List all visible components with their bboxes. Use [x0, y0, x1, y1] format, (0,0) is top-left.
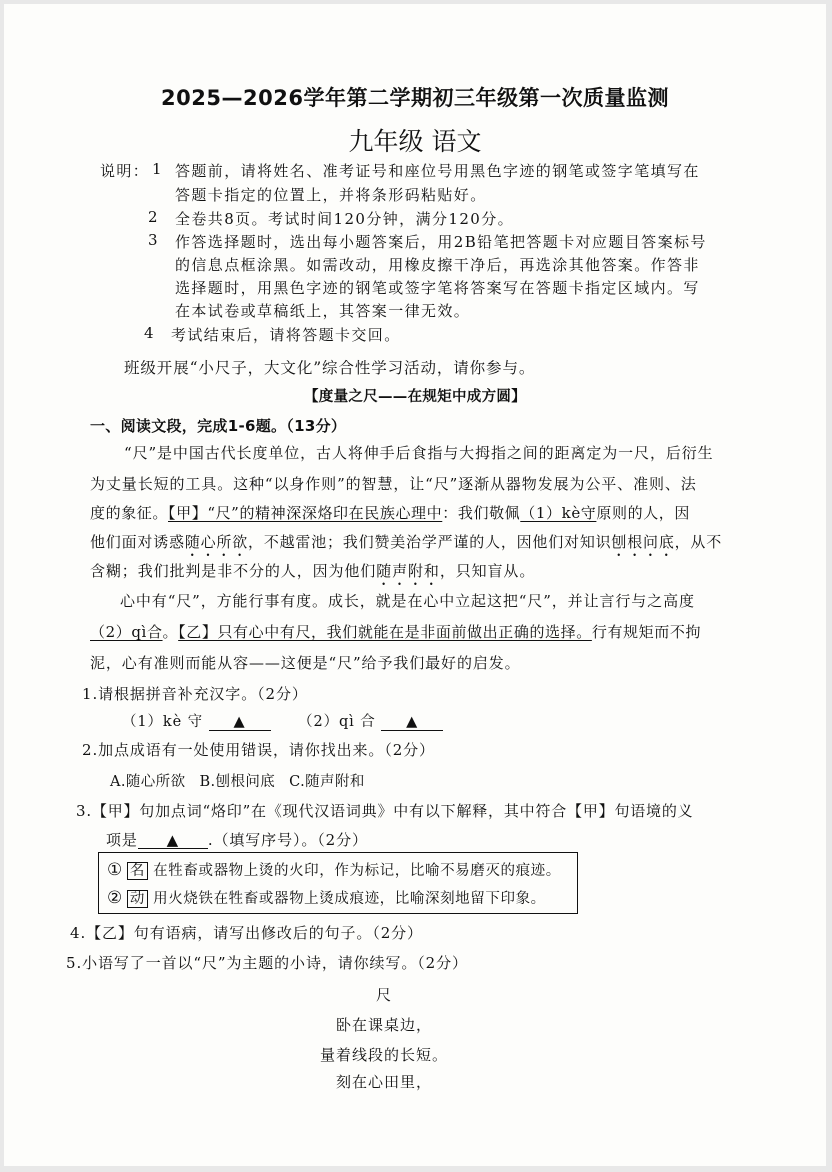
question-3-stem-2: 项是 ▲ .（填写序号）。（2分） — [106, 831, 368, 849]
question-4-stem: 4.【乙】句有语病，请写出修改后的句子。（2分） — [70, 924, 423, 942]
idiom-1: 随心所欲 — [184, 533, 249, 551]
activity-intro: 班级开展“小尺子，大文化”综合性学习活动，请你参与。 — [124, 359, 536, 377]
part-heading: 一、阅读文段，完成1-6题。（13分） — [90, 417, 347, 435]
answer-blank-3[interactable]: ▲ — [138, 832, 208, 849]
definition-1: ① 名 在牲畜或器物上烫的火印，作为标记，比喻不易磨灭的痕迹。 — [107, 860, 561, 880]
passage-line: 心中有“尺”，方能行事有度。成长，就是在心中立起这把“尺”，并让言行与之高度 — [120, 592, 695, 610]
option-a[interactable]: A.随心所欲 — [110, 774, 186, 790]
dictionary-definitions-box — [98, 852, 578, 914]
instruction-line: 作答选择题时，选出每小题答案后，用2B铅笔把答题卡对应题目答案标号 — [175, 233, 707, 251]
question-5-stem: 5.小语写了一首以“尺”为主题的小诗，请你续写。（2分） — [66, 954, 468, 972]
instruction-num-4: 4 — [144, 324, 155, 342]
passage-line: 泥，心有准则而能从容——这便是“尺”给予我们最好的启发。 — [90, 654, 521, 672]
poem-line: 刻在心田里， — [335, 1073, 432, 1091]
question-2-stem: 2.加点成语有一处使用错误，请你找出来。（2分） — [82, 741, 435, 759]
instruction-num-1: 1 — [152, 160, 163, 178]
instructions-label: 说明： — [100, 162, 150, 180]
passage-line: （2）qì合。【乙】只有心中有尺，我们就能在是非面前做出正确的选择。行有规矩而不拘 — [90, 623, 702, 641]
pinyin-blank-2: （2）qì合 — [90, 623, 163, 641]
instruction-num-2: 2 — [148, 208, 159, 226]
option-b[interactable]: B.刨根问底 — [199, 774, 276, 790]
poem-line: 卧在课桌边， — [335, 1016, 432, 1034]
instruction-line: 全卷共8页。考试时间120分钟，满分120分。 — [175, 210, 515, 228]
exam-title: 2025—2026学年第二学期初三年级第一次质量监测 — [161, 86, 669, 110]
idiom-3: 随声附和 — [376, 562, 440, 580]
exam-page — [4, 4, 826, 1166]
exam-subtitle: 九年级 语文 — [348, 127, 482, 156]
instruction-line: 考试结束后，请将答题卡交回。 — [171, 326, 401, 344]
poem-title: 尺 — [375, 986, 392, 1004]
definition-2: ② 动 用火烧铁在牲畜或器物上烫成痕迹，比喻深刻地留下印象。 — [107, 888, 546, 908]
question-3-stem: 3.【甲】句加点词“烙印”在《现代汉语词典》中有以下解释，其中符合【甲】句语境的义 — [76, 802, 694, 820]
instruction-line: 答题卡指定的位置上，并将条形码粘贴好。 — [175, 186, 487, 204]
question-1-stem: 1.请根据拼音补充汉字。（2分） — [82, 685, 308, 703]
pos-tag: 动 — [127, 890, 148, 908]
sentence-yi: 【乙】只有心中有尺，我们就能在是非面前做出正确的选择。 — [178, 623, 592, 641]
option-c[interactable]: C.随声附和 — [289, 774, 365, 790]
instruction-num-3: 3 — [148, 231, 159, 249]
instruction-line: 在本试卷或草稿纸上，其答案一律无效。 — [175, 302, 471, 320]
instruction-line: 的信息点框涂黑。如需改动，用橡皮擦干净后，再选涂其他答案。作答非 — [175, 256, 700, 274]
sentence-jia: 【甲】“尺”的精神深深烙印在民族心理中 — [168, 504, 443, 522]
idiom-2: 刨根问底 — [611, 533, 675, 551]
passage-line: 度的象征。【甲】“尺”的精神深深烙印在民族心理中：我们敬佩（1）kè守原则的人，因 — [90, 504, 691, 522]
passage-line: 为丈量长短的工具。这种“以身作则”的智慧，让“尺”逐渐从器物发展为公平、准则、法 — [90, 475, 697, 493]
passage-line: “尺”是中国古代长度单位，古人将伸手后食指与大拇指之间的距离定为一尺，后衍生 — [124, 444, 714, 462]
answer-blank-1b[interactable]: ▲ — [381, 714, 443, 731]
answer-blank-1a[interactable]: ▲ — [209, 714, 271, 731]
pos-tag: 名 — [127, 862, 148, 880]
passage-line: 含糊；我们批判是非不分的人，因为他们随声附和，只知盲从。 — [90, 562, 536, 580]
question-1-answers: （1）kè 守 ▲ （2）qì 合 ▲ — [122, 710, 443, 731]
passage-line: 他们面对诱惑随心所欲，不越雷池；我们赞美治学严谨的人，因他们对知识刨根问底，从不 — [90, 533, 723, 551]
poem-line: 量着线段的长短。 — [319, 1046, 448, 1064]
pinyin-blank-1: （1）kè守 — [520, 504, 597, 522]
instruction-line: 选择题时，用黑色字迹的钢笔或签字笔将答案写在答题卡指定区域内。写 — [175, 279, 700, 297]
question-2-options — [110, 770, 365, 791]
instruction-line: 答题前，请将姓名、准考证号和座位号用黑色字迹的钢笔或签字笔填写在 — [175, 162, 700, 180]
section-heading: 【度量之尺——在规矩中成方圆】 — [304, 389, 526, 405]
